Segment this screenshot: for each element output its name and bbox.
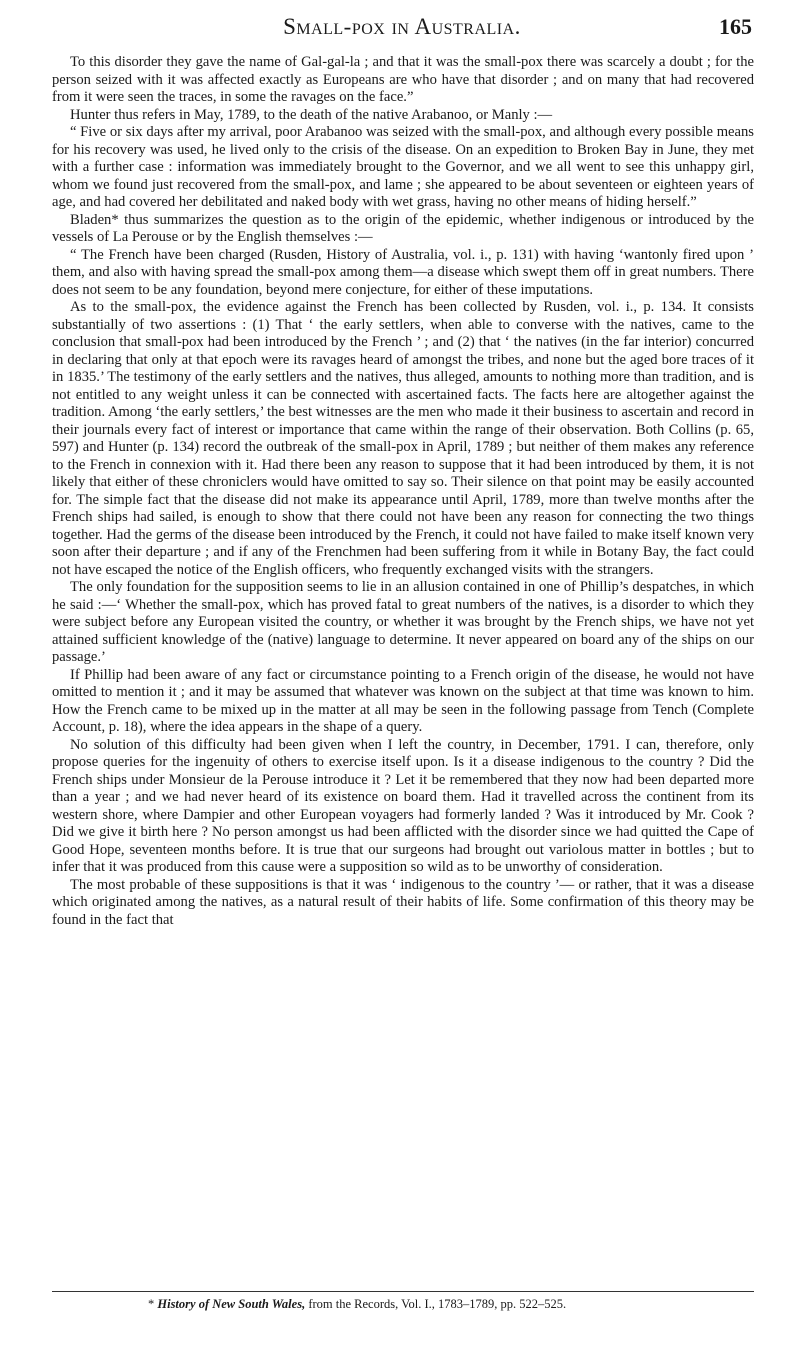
footnote-marker: * [148,1297,155,1311]
footnote [52,1296,754,1312]
paragraph: Bladen* thus summarizes the question as to the origin of the epidemic, whether indigenous or introduced by the vessels of La Perouse or by the English themselves :— [52,211,754,245]
paragraph: The most probable of these suppositions is that it was ‘ indigenous to the country ’— or rather, that it was a disease which originated among the natives, as a natural result of their habits of life. Some confirmation of this theory may be found in the fact that [52,876,754,928]
paragraph: Hunter thus refers in May, 1789, to the death of the native Arabanoo, or Manly :— [70,106,553,123]
paragraph: No solution of this difficulty had been given when I left the country, in December, 1791. I can, therefore, only propose queries for the ingenuity of others to exercise itself upon. Is it a disease indigenous to the country ? Did the French ships under Monsieur de la Perouse introduce it ? Let it be remembered that they now had been departed more than a year ; and we had never heard of its existence on board them. Had it travelled across the continent from its western shore, where Dampier and other European voyagers had formerly landed ? Was it introduced by Mr. Cook ? Did we give it birth here ? No person amongst us had been afflicted with the disorder since we had quitted the Cape of Good Hope, seventeen months before. It is true that our surgeons had brought out variolous matter in bottles ; but to infer that it was produced from this cause were a supposition so wild as to be unworthy of consideration. [52,736,754,875]
paragraph: To this disorder they gave the name of Gal-gal-la ; and that it was the small-pox there was scarcely a doubt ; for the person seized with it was affected exactly as Europeans are who have that disorder ; and on many that had recovered from it were seen the traces, in some the ravages on the face.” [52,54,754,105]
paragraph: As to the small-pox, the evidence against the French has been collected by Rusden, vol. i., p. 134. It consists substantially of two assertions : (1) That ‘ the early settlers, when able to converse with the natives, came to the conclusion that small-pox had been introduced by the French ’ ; and (2) that ‘ the natives (in the far interior) concurred in declaring that only at that epoch were its ravages heard of amongst the tribes, and none but the aged bore traces of it in 1835.’ The testimony of the early settlers and the natives, thus alleged, amounts to nothing more than tradition, and is not entitled to any weight unless it can be connected with ascertained facts. The facts here are altogether against the tradition. Among ‘the early settlers,’ the best witnesses are the men who made it their business to ascertain and record in their journals every fact of interest or importance that came within the range of their observation. Both Collins (p. 65, 597) and Hunter (p. 134) record the outbreak of the small-pox in April, 1789 ; but neither of them makes any reference to the French in connexion with it. Had there been any reason to suppose that it had been introduced by them, it is not likely that either of these chroniclers would have omitted to say so. Their silence on that point may be easily accounted for. The simple fact that the disease did not make its appearance until April, 1789, more than twelve months after the French ships had sailed, is enough to show that there could not have been any reason for connecting the two things together. Had the germs of the disease been introduced by the French, it could not have failed to make itself known very soon after their departure ; and if any of the Frenchmen had been suffering from it while in Botany Bay, the fact could not have escaped the notice of the English officers, who frequently exchanged visits with the strangers. [52,299,754,578]
footnote-text: from the Records, Vol. I., 1783–1789, pp. 522–525. [308,1297,567,1311]
paragraph: The only foundation for the supposition seems to lie in an allusion contained in one of Phillip’s despatches, in which he said :—‘ Whether the small-pox, which has proved fatal to great numbers of the natives, is a disorder to which they were subject before any European visited the country, or whether it was brought by the French ships, we have not yet attained sufficient knowledge of the (native) language to determine. It never appeared on board any of the ships on our passage.’ [52,579,754,665]
running-title: Small-pox in Australia. [283,14,521,39]
body-text [52,54,754,929]
page-number: 165 [719,14,752,39]
paragraph: “ The French have been charged (Rusden, History of Australia, vol. i., p. 131) with having ‘wantonly fired upon ’ them, and also with having spread the small-pox among them—a disease which swept them off in great numbers. There does not seem to be any foundation, beyond mere conjecture, for either of these imputations. [52,246,754,298]
paragraph: If Phillip had been aware of any fact or circumstance pointing to a French origin of the disease, he would not have omitted to mention it ; and it may be assumed that whatever was known on the subject at that time was known to him. How the French came to be mixed up in the matter at all may be seen in the following passage from Tench (Complete Account, p. 18), where the idea appears in the shape of a query. [52,666,754,735]
footnote-title: History of New South Wales, [157,1297,306,1311]
page-header [52,14,752,44]
paragraph: “ Five or six days after my arrival, poor Arabanoo was seized with the small-pox, and although every possible means for his recovery was used, he lived only to the crisis of the disease. On an expedition to Broken Bay in June, they met with a further case : information was immediately brought to the Governor, and we all went to see this unhappy girl, whom we found just recovered from the small-pox, and lame ; she appeared to be about seventeen or eighteen years of age, and had covered her debilitated and naked body with wet grass, having no other means of hiding herself.” [52,124,754,210]
footnote-divider [52,1291,754,1292]
